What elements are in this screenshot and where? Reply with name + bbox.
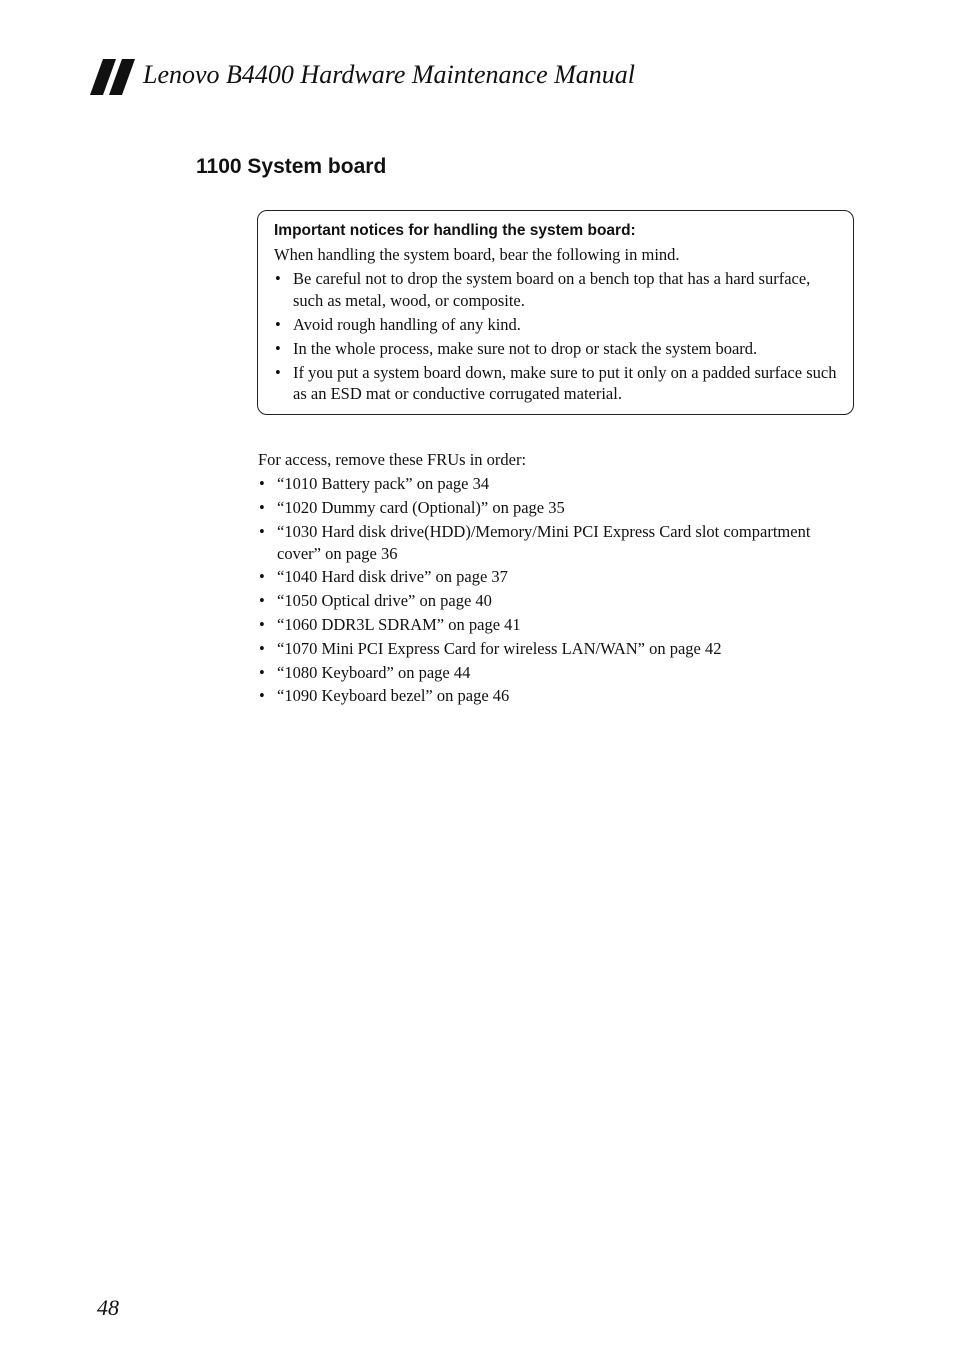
bullet: •: [275, 338, 281, 358]
notice-item-text: Be careful not to drop the system board on a bench top that has a hard surface, such as metal, wood, or composite.: [293, 269, 811, 310]
fru-list-item: [258, 497, 828, 519]
notice-item: [274, 314, 844, 336]
double-slash-mark-icon: [90, 59, 136, 95]
bullet: •: [259, 591, 265, 611]
fru-link[interactable]: “1070 Mini PCI Express Card for wireless LAN/WAN” on page 42: [277, 638, 722, 658]
notice-intro: When handling the system board, bear the following in mind.: [274, 245, 680, 264]
page-number: 48: [97, 1295, 119, 1320]
fru-list-item: [258, 638, 828, 660]
fru-list-item: [258, 521, 828, 565]
fru-link[interactable]: “1030 Hard disk drive(HDD)/Memory/Mini PCI Express Card slot compartment cover” on page 36: [277, 521, 811, 563]
fru-list-item: [258, 662, 828, 684]
fru-link[interactable]: “1010 Battery pack” on page 34: [277, 474, 490, 493]
bullet: •: [259, 638, 265, 658]
bullet: •: [259, 567, 265, 587]
fru-link[interactable]: “1050 Optical drive” on page 40: [277, 591, 492, 611]
bullet: •: [259, 662, 265, 682]
bullet: •: [259, 521, 265, 541]
bullet: •: [259, 474, 265, 493]
notice-item: [274, 268, 844, 311]
bullet: •: [275, 314, 281, 334]
bullet: •: [259, 686, 265, 706]
fru-list-item: [258, 566, 828, 588]
access-intro: For access, remove these FRUs in order:: [258, 450, 527, 469]
notice-item: [274, 338, 844, 360]
fru-list: [258, 473, 828, 709]
fru-list-item: [258, 590, 828, 612]
bullet: •: [275, 269, 281, 288]
bullet: •: [259, 614, 265, 634]
fru-list-item: [258, 685, 828, 707]
fru-link[interactable]: “1060 DDR3L SDRAM” on page 41: [277, 614, 521, 634]
notice-heading: Important notices for handling the system board:: [274, 222, 636, 239]
notice-list: [274, 268, 844, 407]
fru-link[interactable]: “1040 Hard disk drive” on page 37: [277, 567, 508, 587]
fru-list-item: [258, 614, 828, 636]
fru-link[interactable]: “1080 Keyboard” on page 44: [277, 662, 471, 682]
section-title: 1100 System board: [196, 155, 387, 178]
manual-title: Lenovo B4400 Hardware Maintenance Manual: [143, 60, 635, 89]
bullet: •: [259, 497, 265, 517]
notice-item-text: If you put a system board down, make sure to put it only on a padded surface such as an ESD mat or conductive corrugated material.: [293, 362, 837, 403]
fru-list-item: [258, 473, 828, 495]
notice-item-text: Avoid rough handling of any kind.: [293, 314, 521, 334]
notice-item: [274, 362, 844, 405]
fru-link[interactable]: “1020 Dummy card (Optional)” on page 35: [277, 497, 565, 517]
notice-item-text: In the whole process, make sure not to drop or stack the system board.: [293, 338, 758, 358]
fru-link[interactable]: “1090 Keyboard bezel” on page 46: [277, 686, 510, 706]
bullet: •: [275, 362, 281, 382]
